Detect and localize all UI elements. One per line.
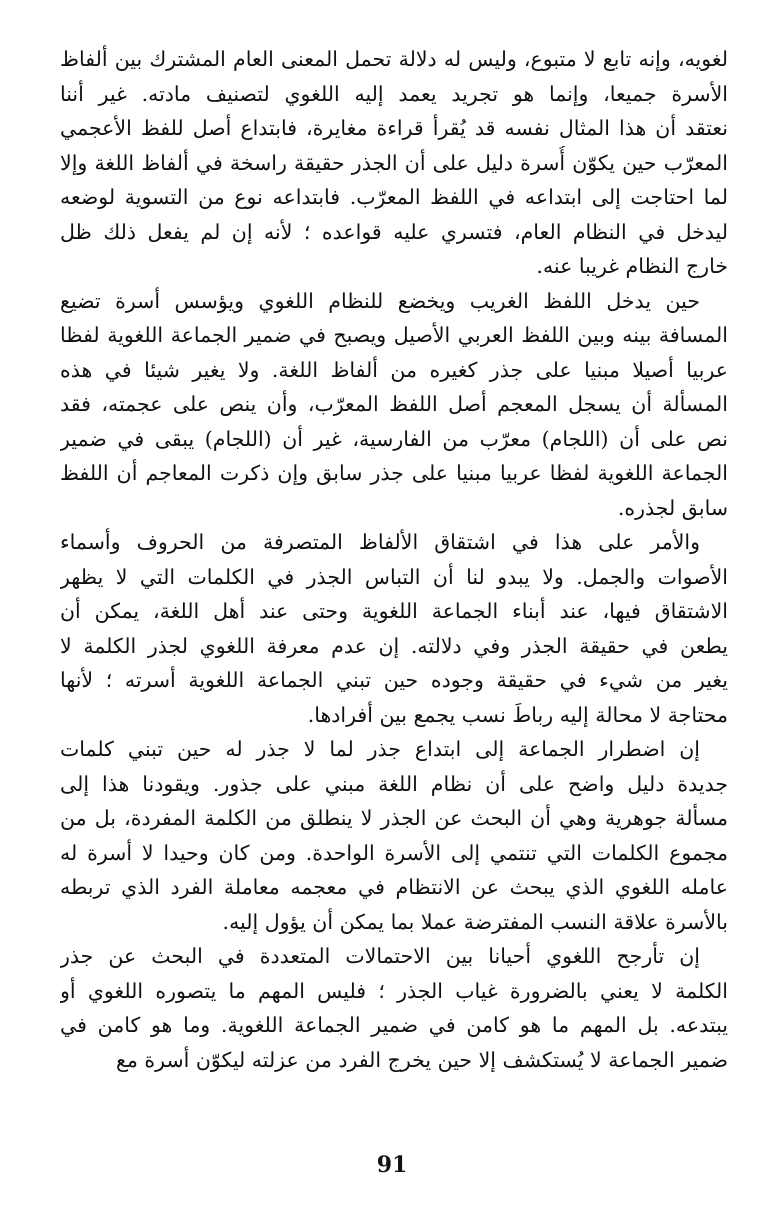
text-line: مجموع الكلمات التي تنتمي إلى الأسرة الواحدة. ومن كان وحيدا لا أسرة له — [60, 840, 728, 865]
page-number: 91 — [376, 1152, 408, 1178]
text-line: الكلمة لا يعني بالضرورة غياب الجذر ؛ فليس المهم ما يتصوره اللغوي أو — [60, 978, 728, 1003]
text-line: سابق لجذره. — [617, 495, 728, 520]
paragraph — [60, 284, 728, 526]
text-line: ليدخل في النظام العام، فتسري عليه قواعده ؛ لأنه إن لم يفعل ذلك ظل — [60, 219, 728, 244]
text-line: لما احتاجت إلى ابتداعه في اللفظ المعرّب. فابتداعه نوع من التسوية لوضعه — [60, 185, 728, 209]
text-line: جديدة دليل واضح على أن نظام اللغة مبني على جذور. ويقودنا هذا إلى — [60, 771, 728, 796]
text-line: الجماعة اللغوية لفظا عربيا مبنيا على جذر سابق وإن ذكرت المعاجم أن اللفظ — [60, 461, 728, 485]
text-line: الأسرة جميعا، وإنما هو تجريد يعمد إليه اللغوي لتصنيف مادته. غير أننا — [60, 81, 728, 106]
text-line: يطعن في حقيقة الجذر وفي دلالته. إن عدم معرفة اللغوي لجذر الكلمة لا — [60, 633, 728, 658]
text-line: بالأسرة علاقة النسب المفترضة عملا بما يمكن أن يؤول إليه. — [222, 909, 728, 934]
text-line: عامله اللغوي الذي يبحث عن الانتظام في معجمه معاملة الفرد الذي تربطه — [60, 875, 728, 899]
text-line: محتاجة لا محالة إليه رباطَ نسب يجمع بين أفرادها. — [307, 702, 728, 727]
paragraph — [60, 939, 728, 1077]
text-line: إن اضطرار الجماعة إلى ابتداع جذر لما لا جذر له حين تبني كلمات — [60, 737, 700, 761]
text-line: الاشتقاق فيها، عند أبناء الجماعة اللغوية وحتى عند أهل اللغة، يمكن أن — [60, 599, 728, 623]
text-line: إن تأرجح اللغوي أحيانا بين الاحتمالات المتعددة في البحث عن جذر — [60, 944, 700, 968]
text-line: والأمر على هذا في اشتقاق الألفاظ المتصرفة من الحروف وأسماء — [60, 530, 700, 554]
paragraph — [60, 42, 728, 284]
text-line: المسافة بينه وبين اللفظ العربي الأصيل ويصبح في ضمير الجماعة اللغوية لفظا — [60, 323, 728, 347]
text-line: المسألة أن يسجل المعجم أصل اللفظ المعرّب، وأن ينص على عجمته، فقد — [60, 392, 728, 416]
text-line: ضمير الجماعة لا يُستكشف إلا حين يخرج الفرد من عزلته ليكوّن أسرة مع — [116, 1047, 728, 1072]
text-line: عربيا أصيلا مبنيا على جذر كغيره من ألفاظ اللغة. ولا يغير شيئا في هذه — [60, 357, 728, 382]
text-line: يغير من شيء في حقيقة وجوده حين تبني الجماعة اللغوية أسرته ؛ لأنها — [60, 668, 728, 692]
text-line: مسألة جوهرية وهي أن البحث عن الجذر لا ينطلق من الكلمة المفردة، بل من — [60, 806, 728, 830]
text-line: يبتدعه. بل المهم ما هو كامن في ضمير الجماعة اللغوية. وما هو كامن في — [60, 1013, 728, 1037]
text-line: لغويه، وإنه تابع لا متبوع، وليس له دلالة تحمل المعنى العام المشترك بين ألفاظ — [60, 47, 728, 71]
text-line: الأصوات والجمل. ولا يبدو لنا أن التباس الجذر في الكلمات التي لا يظهر — [60, 564, 728, 589]
text-line: حين يدخل اللفظ الغريب ويخضع للنظام اللغوي ويؤسس أسرة تضيع — [60, 288, 700, 313]
text-line: المعرّب حين يكوّن أُسرة دليل على أن الجذر حقيقة راسخة في ألفاظ اللغة وإلا — [60, 150, 728, 175]
paragraph — [60, 525, 728, 732]
text-line: نعتقد أن هذا المثال نفسه قد يُقرأ قراءة مغايرة، فابتداع أصل للفظ الأعجمي — [60, 116, 728, 140]
body-text — [60, 42, 728, 1077]
paragraph — [60, 732, 728, 939]
text-line: نص على أن (اللجام) معرّب من الفارسية، غير أن (اللجام) يبقى في ضمير — [60, 426, 728, 451]
text-line: خارج النظام غريبا عنه. — [536, 254, 728, 278]
